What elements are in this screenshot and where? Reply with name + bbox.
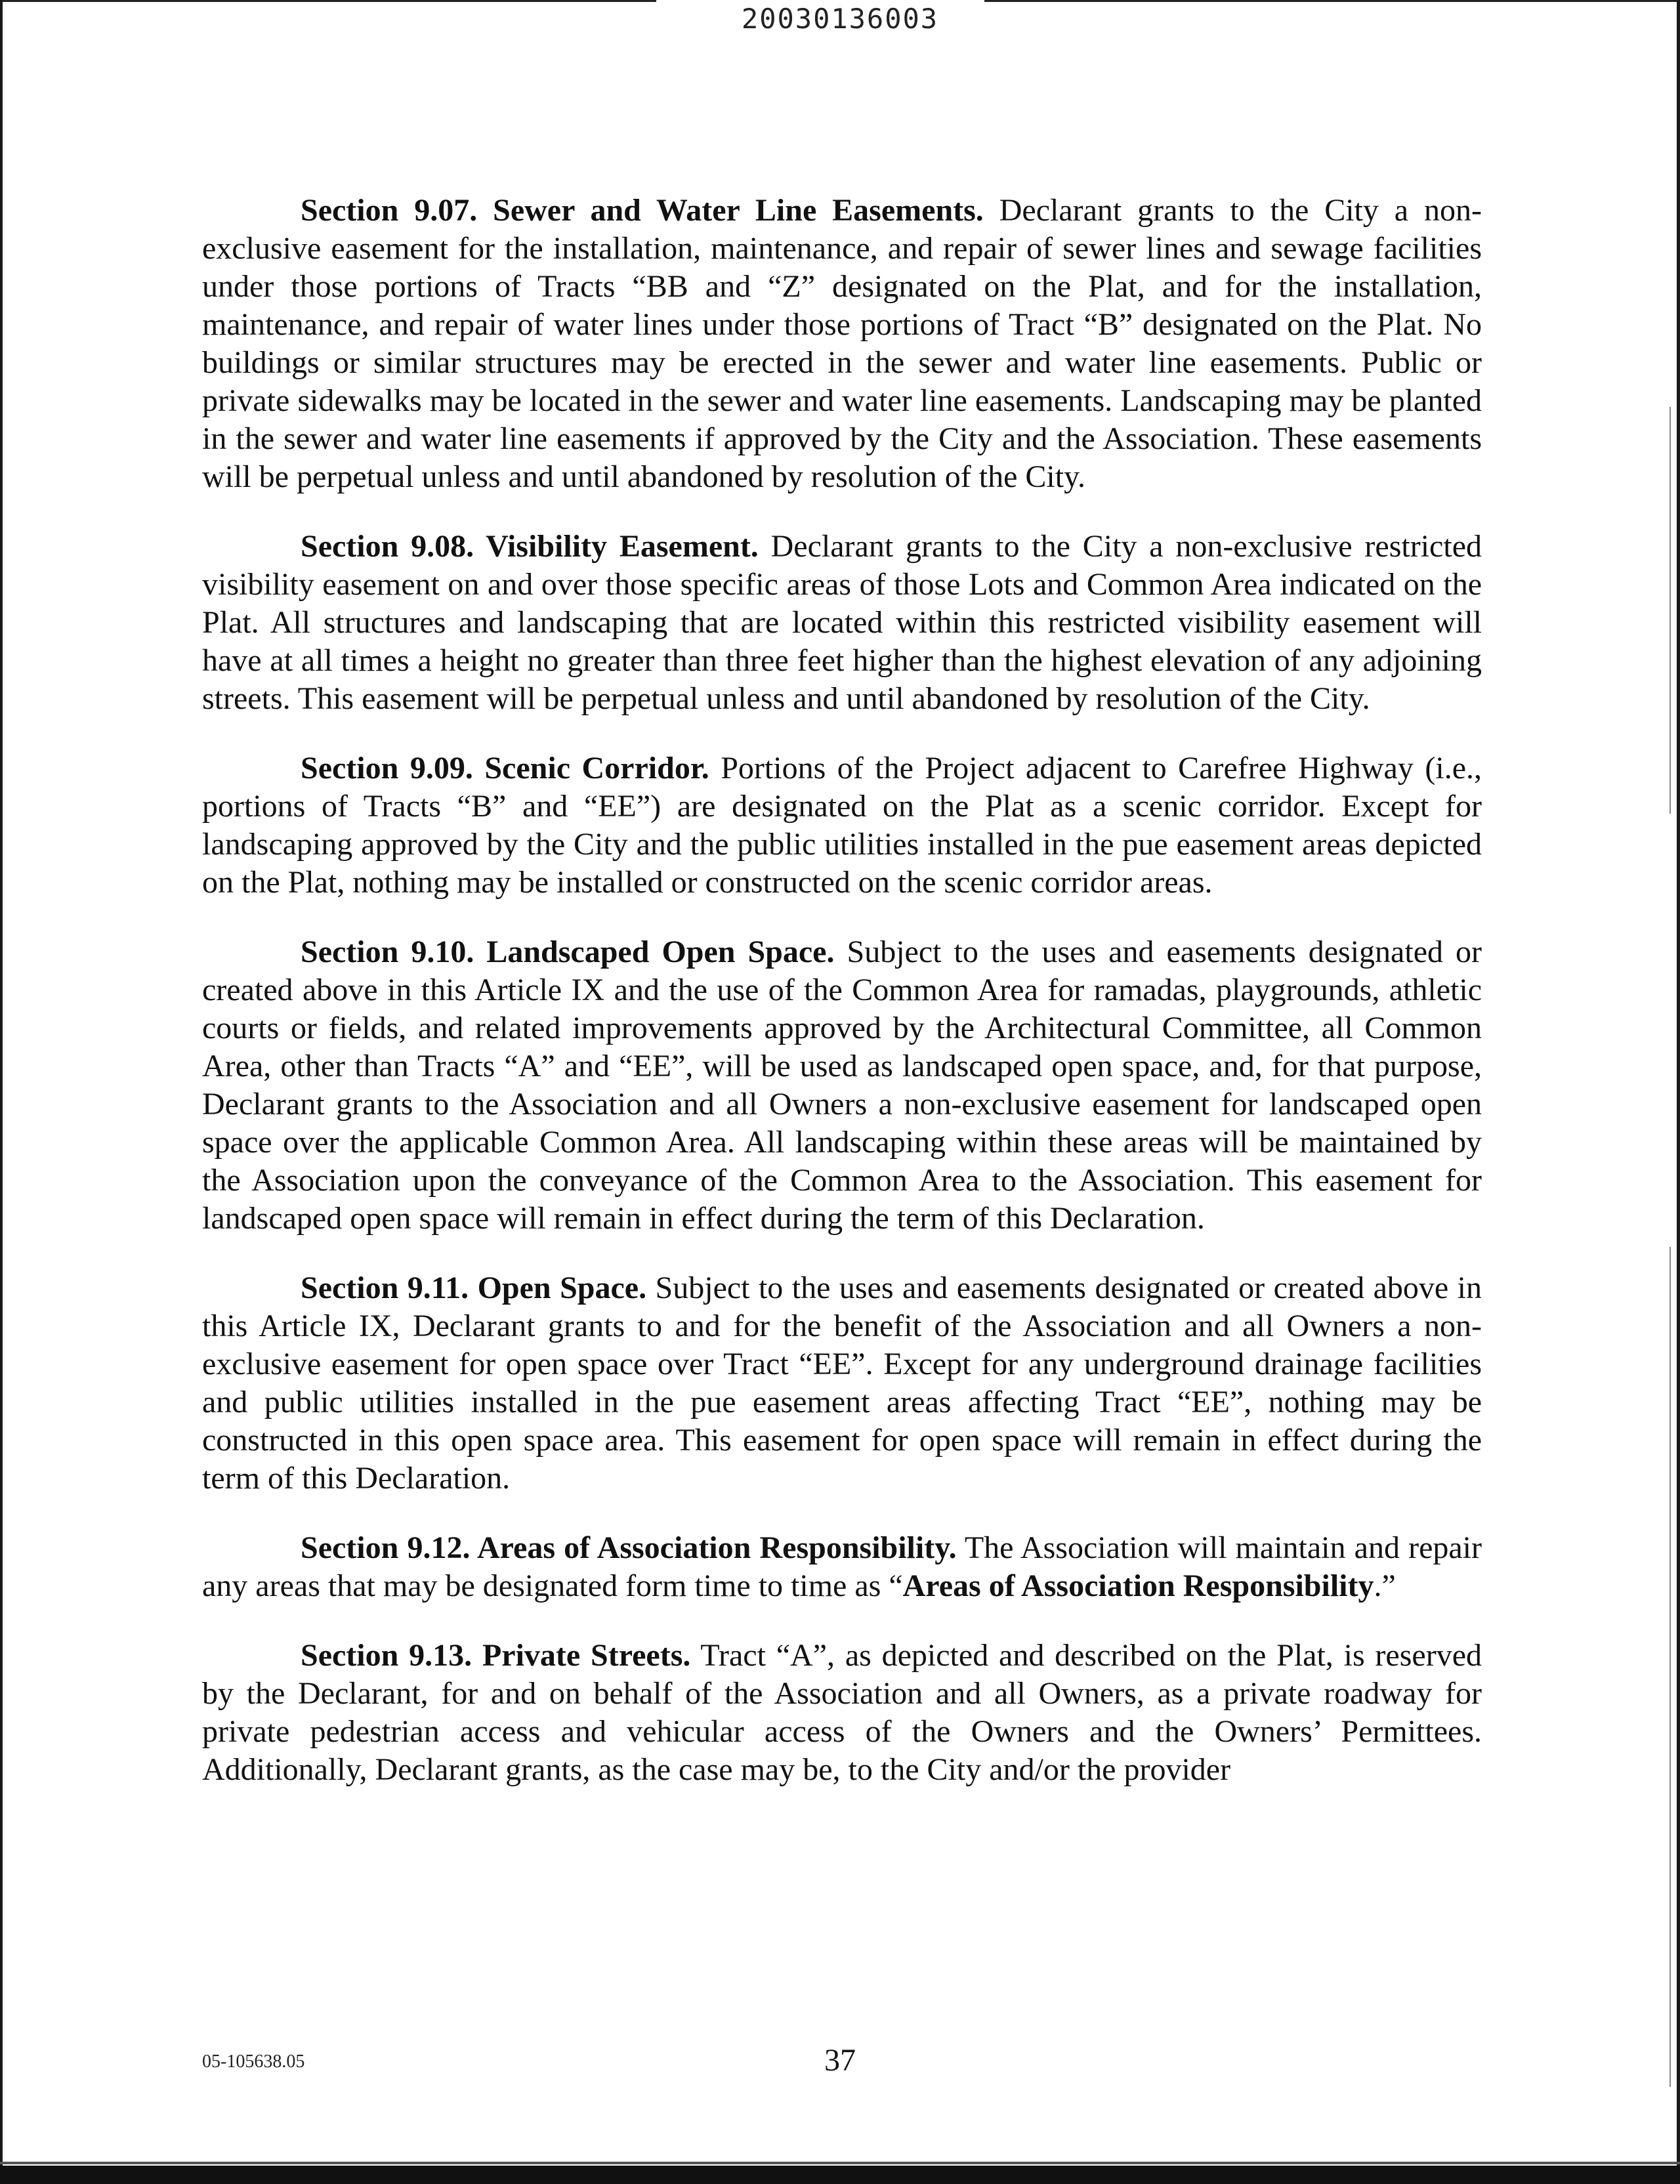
top-rule-right [984, 0, 1680, 2]
scan-edge-bottom [0, 2166, 1680, 2184]
section-heading: Section 9.13. Private Streets. [301, 1638, 691, 1673]
section-heading: Section 9.08. Visibility Easement. [301, 529, 759, 564]
scan-edge-left [0, 0, 3, 2184]
section-heading: Section 9.10. Landscaped Open Space. [301, 934, 835, 969]
scan-artifact-line [1670, 1247, 1671, 2087]
footer-document-id: 05-105638.05 [202, 2051, 305, 2072]
scan-edge-bottom-light [0, 2162, 1680, 2164]
page-number: 37 [824, 2043, 856, 2078]
section-9-11 [202, 1269, 1482, 1498]
section-heading: Section 9.11. Open Space. [301, 1270, 647, 1305]
document-body [202, 192, 1482, 1820]
section-heading: Section 9.09. Scenic Corridor. [301, 751, 709, 786]
section-text: Declarant grants to the City a non-exclusive restricted visibility easement on and over those specific areas of those Lots and Common Area indicated on the Plat. All structures and landscaping that are located within this restricted visibility easement will have at all times a height no greater than three feet higher than the highest elevation of any adjoining streets. This easement will be perpetual unless and until abandoned by resolution of the City. [202, 529, 1482, 716]
defined-term: Areas of Association Responsibility [902, 1568, 1374, 1603]
section-text: Portions of the Project adjacent to Carefree Highway (i.e., portions of Tracts “B” and “EE”) are designated on the Plat as a scenic corridor. Except for landscaping approved by the City and the public utilities installed in the pue easement areas depicted on the Plat, nothing may be installed or constructed on the scenic corridor areas. [202, 751, 1482, 900]
section-9-08 [202, 528, 1482, 718]
section-text: Tract “A”, as depicted and described on the Plat, is reserved by the Declarant, for and on behalf of the Association and all Owners, as a private roadway for private pedestrian access and vehicular access of the Owners and the Owners’ Permittees. Additionally, Declarant grants, as the case may be, to the City and/or the provider [202, 1638, 1482, 1787]
section-9-09 [202, 749, 1482, 902]
section-text: The Association will maintain and repair any areas that may be designated form time to time as “ [202, 1530, 1482, 1603]
section-9-12 [202, 1529, 1482, 1605]
scan-artifact-line [1670, 407, 1671, 814]
section-9-07 [202, 192, 1482, 496]
top-rule-left [0, 0, 656, 2]
section-text-end: .” [1374, 1568, 1396, 1603]
recording-number: 20030136003 [741, 3, 939, 35]
section-heading: Section 9.12. Areas of Association Responsibility. [301, 1530, 957, 1565]
section-text: Declarant grants to the City a non-exclusive easement for the installation, maintenance, and repair of sewer lines and sewage facilities under those portions of Tracts “BB and “Z” designated on the Plat, and for the installation, maintenance, and repair of water lines under those portions of Tract “B” designated on the Plat. No buildings or similar structures may be erected in the sewer and water line easements. Public or private sidewalks may be located in the sewer and water line easements. Landscaping may be planted in the sewer and water line easements if approved by the City and the Association. These easements will be perpetual unless and until abandoned by resolution of the City. [202, 193, 1482, 494]
section-text: Subject to the uses and easements designated or created above in this Article IX and the use of the Common Area for ramadas, playgrounds, athletic courts or fields, and related improvements approved by the Architectural Committee, all Common Area, other than Tracts “A” and “EE”, will be used as landscaped open space, and, for that purpose, Declarant grants to the Association and all Owners a non-exclusive easement for landscaped open space over the applicable Common Area. All landscaping within these areas will be maintained by the Association upon the conveyance of the Common Area to the Association. This easement for landscaped open space will remain in effect during the term of this Declaration. [202, 934, 1482, 1236]
section-text: Subject to the uses and easements designated or created above in this Article IX, Declarant grants to and for the benefit of the Association and all Owners a non-exclusive easement for open space over Tract “EE”. Except for any underground drainage facilities and public utilities installed in the pue easement areas affecting Tract “EE”, nothing may be constructed in this open space area. This easement for open space will remain in effect during the term of this Declaration. [202, 1270, 1482, 1496]
section-heading: Section 9.07. Sewer and Water Line Easements. [301, 193, 984, 228]
section-9-10 [202, 933, 1482, 1238]
scan-edge-right [1677, 0, 1680, 2184]
section-9-13 [202, 1637, 1482, 1789]
